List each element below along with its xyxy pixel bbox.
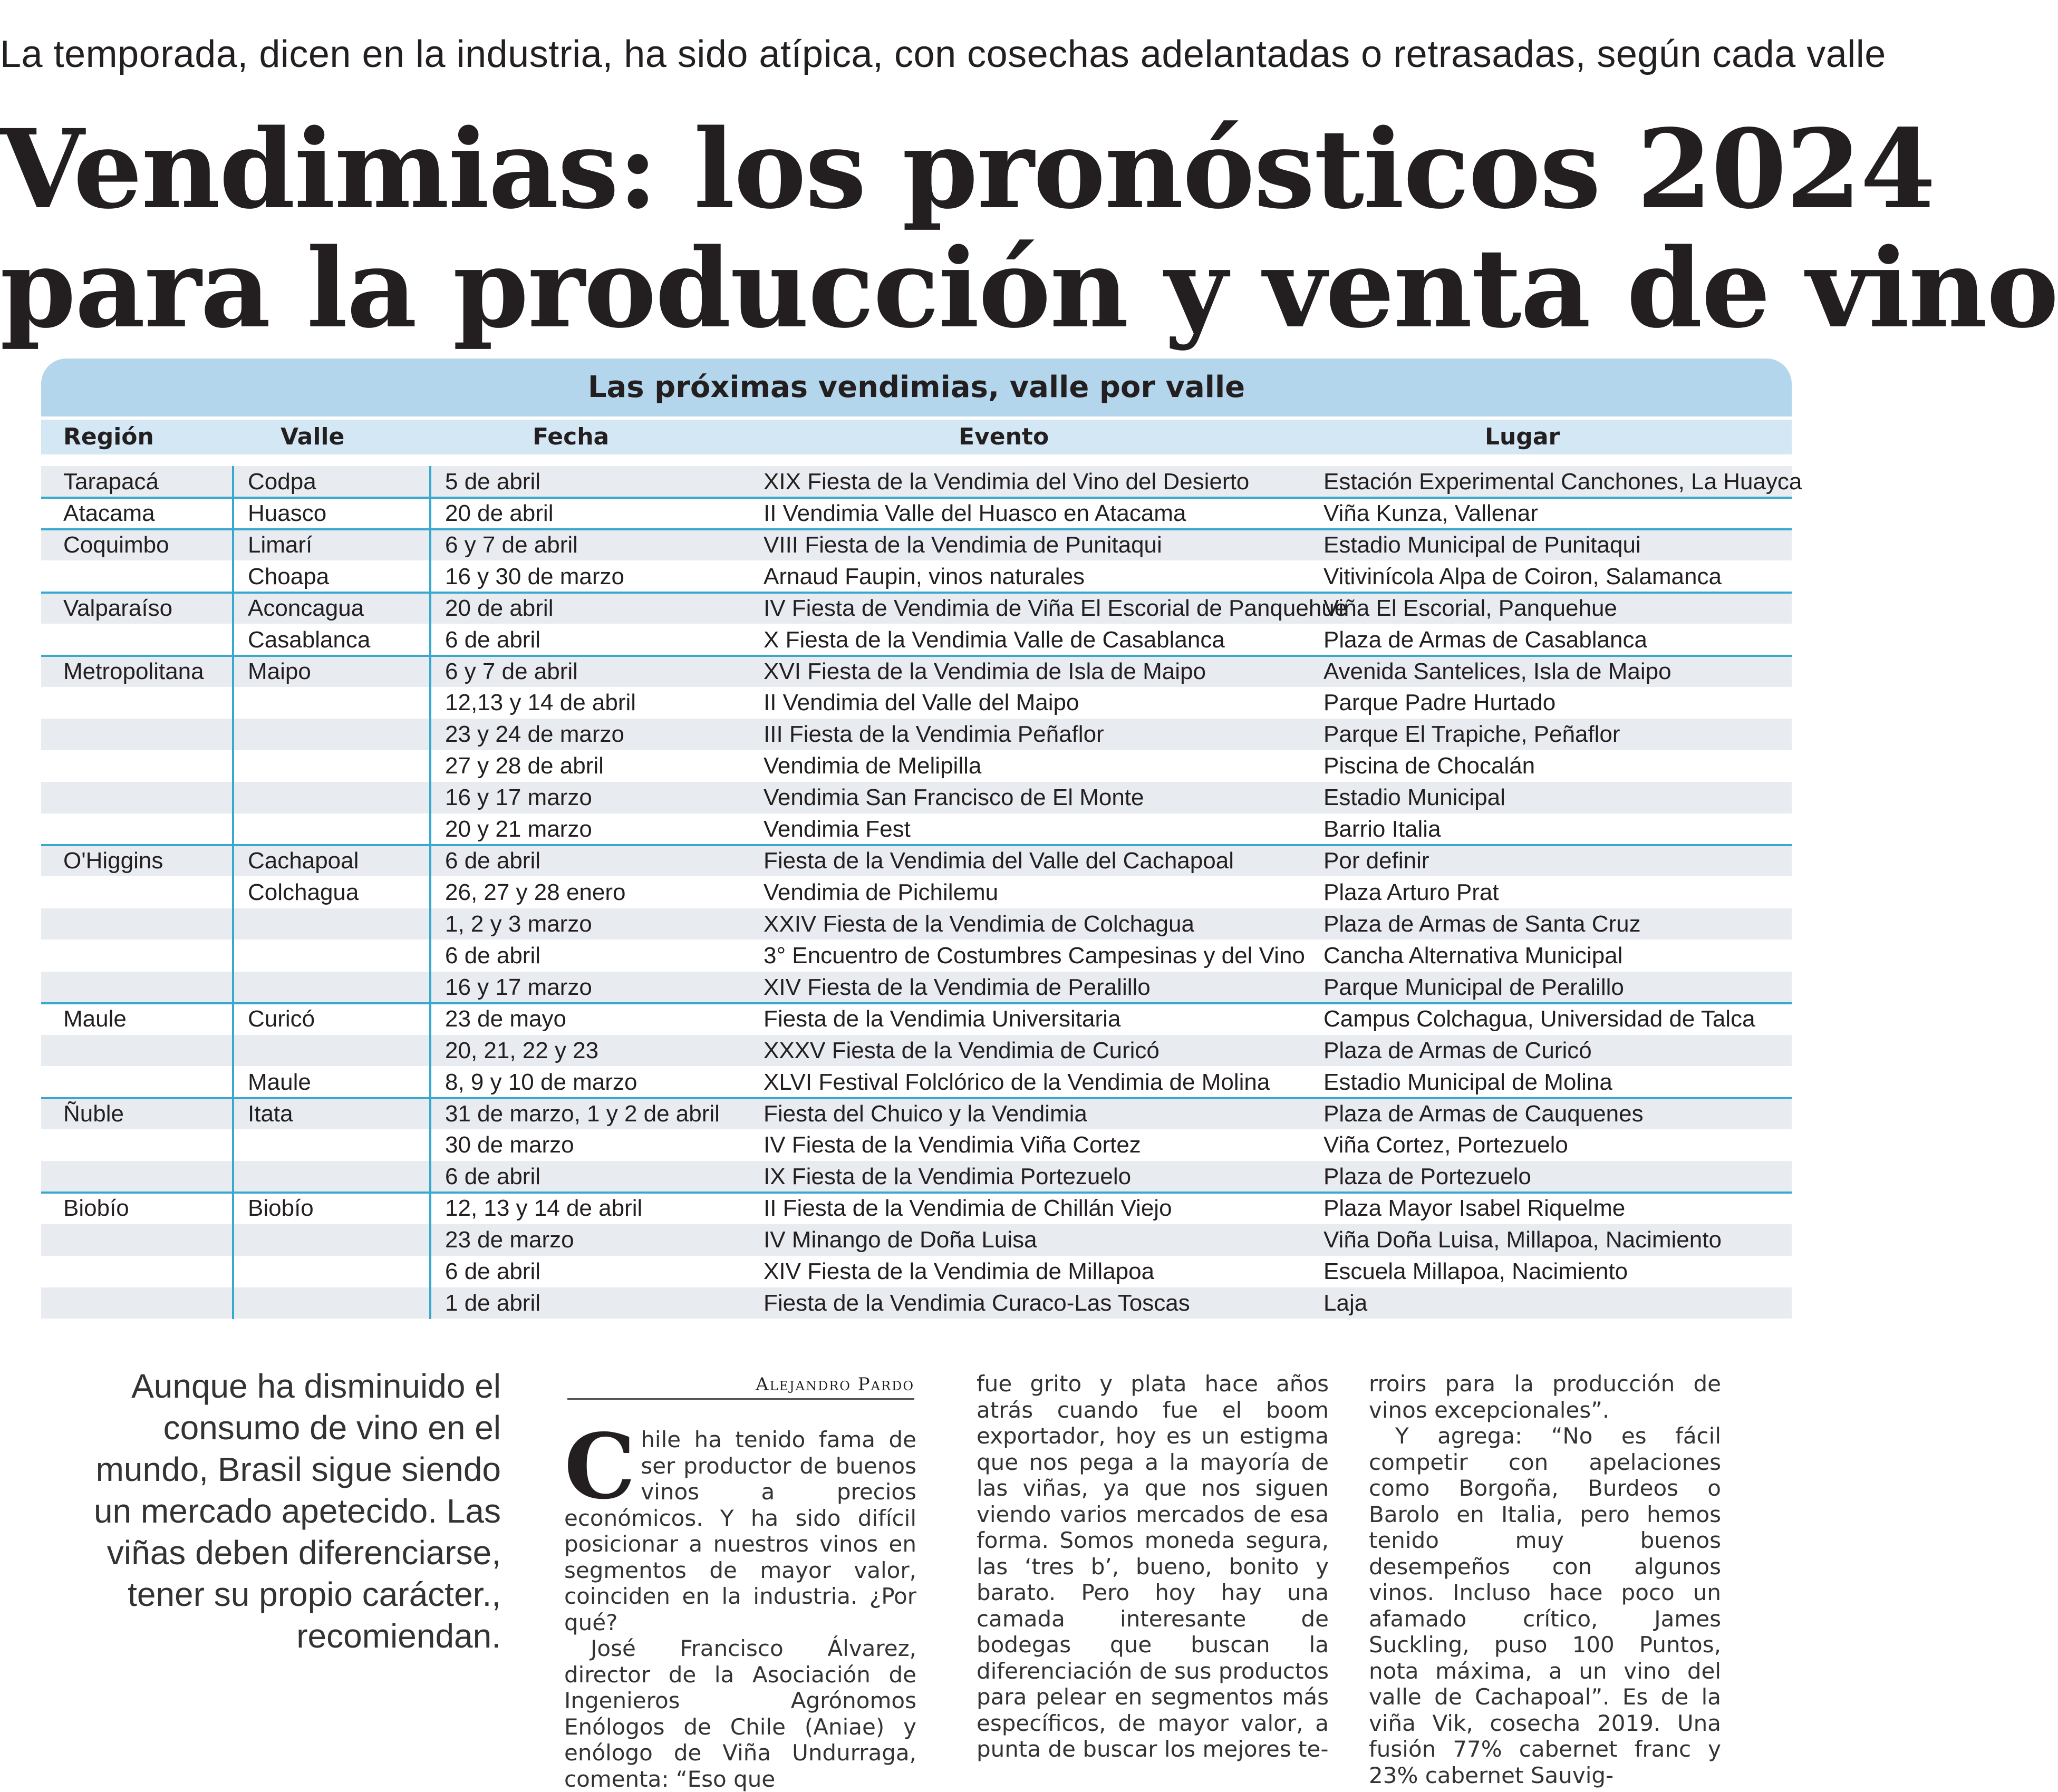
cell-lugar: Viña Doña Luisa, Millapoa, Nacimiento [1323, 1227, 1722, 1253]
table-row [41, 1098, 1792, 1129]
table-row [41, 972, 1792, 1003]
table-row [41, 908, 1792, 939]
cell-evento: Fiesta de la Vendimia Curaco-Las Toscas [764, 1290, 1190, 1316]
cell-lugar: Plaza de Portezuelo [1323, 1164, 1531, 1190]
cell-valle: Aconcagua [248, 595, 364, 621]
cell-evento: XIX Fiesta de la Vendimia del Vino del Desierto [764, 469, 1250, 495]
region-divider [41, 844, 1792, 846]
table-row [41, 940, 1792, 971]
cell-evento: IX Fiesta de la Vendimia Portezuelo [764, 1164, 1132, 1190]
byline: Alejandro Pardo [567, 1374, 914, 1400]
cell-valle: Itata [248, 1100, 293, 1127]
table-row [41, 656, 1792, 687]
region-divider [41, 1192, 1792, 1194]
table-row [41, 624, 1792, 655]
cell-valle: Codpa [248, 469, 316, 495]
cell-evento: Fiesta de la Vendimia del Valle del Cachapoal [764, 848, 1234, 874]
cell-lugar: Plaza de Armas de Casablanca [1323, 626, 1647, 653]
cell-fecha: 20 de abril [445, 595, 554, 621]
cell-fecha: 8, 9 y 10 de marzo [445, 1069, 637, 1095]
cell-evento: IV Fiesta de Vendimia de Viña El Escorial de Panquehue [764, 595, 1348, 621]
cell-valle: Colchagua [248, 879, 359, 906]
cell-evento: II Vendimia del Valle del Maipo [764, 690, 1079, 716]
cell-fecha: 12,13 y 14 de abril [445, 690, 636, 716]
cell-evento: Vendimia de Pichilemu [764, 879, 999, 906]
cell-lugar: Laja [1323, 1290, 1368, 1316]
header-fecha: Fecha [533, 423, 610, 450]
cell-fecha: 23 de marzo [445, 1227, 574, 1253]
cell-fecha: 16 y 17 marzo [445, 784, 592, 811]
header-valle: Valle [281, 423, 345, 450]
cell-fecha: 26, 27 y 28 enero [445, 879, 626, 906]
cell-evento: VIII Fiesta de la Vendimia de Punitaqui [764, 531, 1162, 558]
cell-fecha: 20 de abril [445, 500, 554, 526]
table-row [41, 1161, 1792, 1192]
headline-line-2: para la producción y venta de vino [0, 225, 2058, 352]
cell-valle: Limarí [248, 531, 313, 558]
cell-evento: XXXV Fiesta de la Vendimia de Curicó [764, 1037, 1160, 1063]
region-divider [41, 1002, 1792, 1004]
article-text: hile ha tenido fama de ser productor de buenos vinos a precios económicos. Y ha sido difícil posicionar a nuestros vinos en segmentos de mayor valor, coinciden en la industria. ¿Por qué? [564, 1427, 916, 1635]
cell-evento: XVI Fiesta de la Vendimia de Isla de Maipo [764, 658, 1206, 684]
cell-valle: Maule [248, 1069, 311, 1095]
cell-evento: Arnaud Faupin, vinos naturales [764, 563, 1085, 589]
cell-lugar: Plaza Arturo Prat [1323, 879, 1499, 906]
cell-lugar: Escuela Millapoa, Nacimiento [1323, 1258, 1628, 1285]
cell-lugar: Avenida Santelices, Isla de Maipo [1323, 658, 1671, 684]
cell-fecha: 6 de abril [445, 626, 541, 653]
region-divider [41, 592, 1792, 594]
table-row [41, 593, 1792, 624]
cell-fecha: 16 y 30 de marzo [445, 563, 624, 589]
cell-lugar: Viña El Escorial, Panquehue [1323, 595, 1617, 621]
article-paragraph: Y agrega: “No es fácil competir con apelaciones como Borgoña, Burdeos o Barolo en Italia, pero hemos tenido muy buenos desempeños con algunos vinos. Incluso hace poco un afamado crítico, James Suckling, puso 100 Puntos, nota máxima, a un vino del valle de Cachapoal”. Es de la viña Vik, cosecha 2019. Una fusión 77% cabernet franc y 23% cabernet Sauvig- [1369, 1423, 1721, 1788]
kicker: La temporada, dicen en la industria, ha sido atípica, con cosechas adelantadas o retrasadas, según cada valle [0, 33, 1886, 75]
cell-lugar: Plaza de Armas de Santa Cruz [1323, 910, 1641, 937]
cell-evento: Vendimia Fest [764, 816, 911, 842]
cell-evento: XLVI Festival Folclórico de la Vendimia de Molina [764, 1069, 1270, 1095]
cell-fecha: 6 y 7 de abril [445, 658, 578, 684]
table-row [41, 877, 1792, 908]
cell-valle: Biobío [248, 1195, 314, 1222]
cell-fecha: 6 y 7 de abril [445, 531, 578, 558]
cell-fecha: 12, 13 y 14 de abril [445, 1195, 643, 1222]
cell-fecha: 6 de abril [445, 1258, 541, 1285]
cell-lugar: Piscina de Chocalán [1323, 753, 1535, 779]
article-column-2 [977, 1371, 1329, 1762]
cell-evento: Vendimia San Francisco de El Monte [764, 784, 1144, 811]
cell-region: Valparaíso [63, 595, 173, 621]
cell-fecha: 23 y 24 de marzo [445, 721, 624, 748]
article-paragraph [564, 1414, 916, 1635]
vendimias-table [41, 359, 1802, 1319]
cell-lugar: Cancha Alternativa Municipal [1323, 942, 1623, 968]
article-column-3 [1369, 1371, 1721, 1788]
cell-evento: XIV Fiesta de la Vendimia de Millapoa [764, 1258, 1155, 1285]
cell-evento: III Fiesta de la Vendimia Peñaflor [764, 721, 1104, 748]
table-row [41, 1287, 1792, 1319]
cell-lugar: Plaza de Armas de Cauquenes [1323, 1100, 1644, 1127]
table-body [41, 466, 1802, 1319]
table-row [41, 466, 1802, 497]
cell-evento: IV Minango de Doña Luisa [764, 1227, 1037, 1253]
table-row [41, 1129, 1792, 1160]
cell-lugar: Plaza Mayor Isabel Riquelme [1323, 1195, 1626, 1222]
cell-region: Tarapacá [63, 469, 159, 495]
cell-lugar: Estadio Municipal [1323, 784, 1505, 811]
header-lugar: Lugar [1485, 423, 1560, 450]
column-divider [429, 466, 431, 1319]
pull-quote: Aunque ha disminuido el consumo de vino en el mundo, Brasil sigue siendo un mercado apetecido. Las viñas deben diferenciarse, tener su propio carácter., recomiendan. [93, 1367, 501, 1655]
cell-lugar: Estación Experimental Canchones, La Huayca [1323, 469, 1802, 495]
cell-region: Atacama [63, 500, 155, 526]
table-row [41, 782, 1792, 813]
cell-fecha: 5 de abril [445, 469, 541, 495]
cell-fecha: 31 de marzo, 1 y 2 de abril [445, 1100, 720, 1127]
cell-fecha: 23 de mayo [445, 1005, 566, 1032]
cell-region: Coquimbo [63, 531, 169, 558]
cell-lugar: Por definir [1323, 848, 1429, 874]
cell-region: Maule [63, 1005, 127, 1032]
headline [0, 105, 2058, 352]
cell-lugar: Parque El Trapiche, Peñaflor [1323, 721, 1620, 748]
cell-evento: IV Fiesta de la Vendimia Viña Cortez [764, 1132, 1141, 1158]
region-divider [41, 655, 1792, 657]
cell-region: Metropolitana [63, 658, 204, 684]
region-divider [41, 528, 1792, 530]
article-paragraph: rroirs para la producción de vinos excepcionales”. [1369, 1371, 1721, 1423]
table-row [41, 561, 1792, 592]
cell-valle: Maipo [248, 658, 311, 684]
region-divider [41, 1097, 1792, 1099]
cell-evento: X Fiesta de la Vendimia Valle de Casablanca [764, 626, 1225, 653]
cell-lugar: Estadio Municipal de Punitaqui [1323, 531, 1641, 558]
table-row [41, 719, 1792, 750]
cell-evento: XIV Fiesta de la Vendimia de Peralillo [764, 974, 1151, 1000]
cell-valle: Choapa [248, 563, 330, 589]
cell-lugar: Campus Colchagua, Universidad de Talca [1323, 1005, 1755, 1032]
table-row [41, 813, 1792, 845]
region-divider [41, 497, 1792, 499]
header-evento: Evento [959, 423, 1049, 450]
cell-fecha: 27 y 28 de abril [445, 753, 604, 779]
cell-fecha: 6 de abril [445, 1164, 541, 1190]
cell-lugar: Viña Kunza, Vallenar [1323, 500, 1538, 526]
cell-lugar: Vitivinícola Alpa de Coiron, Salamanca [1323, 563, 1722, 589]
cell-evento: Vendimia de Melipilla [764, 753, 982, 779]
table-row [41, 529, 1792, 560]
cell-evento: II Fiesta de la Vendimia de Chillán Viejo [764, 1195, 1172, 1222]
table-header-row [41, 416, 1792, 454]
headline-line-1: Vendimias: los pronósticos 2024 [0, 105, 1935, 233]
table-row [41, 1003, 1792, 1034]
cell-fecha: 20, 21, 22 y 23 [445, 1037, 599, 1063]
table-row [41, 1256, 1792, 1287]
table-row [41, 750, 1792, 781]
table-row [41, 1193, 1792, 1224]
column-divider [232, 466, 234, 1319]
cell-valle: Casablanca [248, 626, 371, 653]
cell-lugar: Plaza de Armas de Curicó [1323, 1037, 1592, 1063]
cell-evento: 3° Encuentro de Costumbres Campesinas y del Vino [764, 942, 1305, 968]
table-row [41, 1067, 1792, 1098]
cell-fecha: 30 de marzo [445, 1132, 574, 1158]
table-title: Las próximas vendimias, valle por valle [41, 359, 1792, 416]
table-row [41, 1035, 1792, 1066]
article-column-1 [564, 1414, 916, 1792]
cell-fecha: 16 y 17 marzo [445, 974, 592, 1000]
cell-valle: Cachapoal [248, 848, 359, 874]
cell-valle: Huasco [248, 500, 327, 526]
cell-region: O'Higgins [63, 848, 163, 874]
table-row [41, 1224, 1792, 1255]
article-paragraph: José Francisco Álvarez, director de la Asociación de Ingenieros Agrónomos Enólogos de Chile (Aniae) y enólogo de Viña Undurraga, comenta: “Eso que [564, 1635, 916, 1792]
cell-evento: Fiesta de la Vendimia Universitaria [764, 1005, 1121, 1032]
cell-fecha: 6 de abril [445, 942, 541, 968]
cell-lugar: Parque Municipal de Peralillo [1323, 974, 1624, 1000]
cell-fecha: 1, 2 y 3 marzo [445, 910, 592, 937]
cell-fecha: 20 y 21 marzo [445, 816, 592, 842]
table-row [41, 498, 1792, 529]
cell-region: Ñuble [63, 1100, 124, 1127]
cell-lugar: Estadio Municipal de Molina [1323, 1069, 1612, 1095]
header-region: Región [63, 423, 154, 450]
cell-valle: Curicó [248, 1005, 315, 1032]
cell-lugar: Parque Padre Hurtado [1323, 690, 1556, 716]
cell-evento: XXIV Fiesta de la Vendimia de Colchagua [764, 910, 1194, 937]
cell-lugar: Barrio Italia [1323, 816, 1441, 842]
article-paragraph: fue grito y plata hace años atrás cuando fue el boom exportador, hoy es un estigma que nos pega a la mayoría de las viñas, ya que nos siguen viendo varios mercados de esa forma. Somos moneda segura, las ‘tres b’, bueno, bonito y barato. Pero hoy hay una camada interesante de bodegas que buscan la diferenciación de sus productos para pelear en segmentos más específicos, de mayor valor, a punta de buscar los mejores te- [977, 1371, 1329, 1762]
table-row [41, 845, 1792, 876]
cell-evento: Fiesta del Chuico y la Vendimia [764, 1100, 1087, 1127]
table-row [41, 687, 1792, 718]
drop-cap: C [564, 1414, 636, 1519]
cell-fecha: 6 de abril [445, 848, 541, 874]
cell-fecha: 1 de abril [445, 1290, 541, 1316]
cell-lugar: Viña Cortez, Portezuelo [1323, 1132, 1568, 1158]
cell-evento: II Vendimia Valle del Huasco en Atacama [764, 500, 1186, 526]
cell-region: Biobío [63, 1195, 129, 1222]
